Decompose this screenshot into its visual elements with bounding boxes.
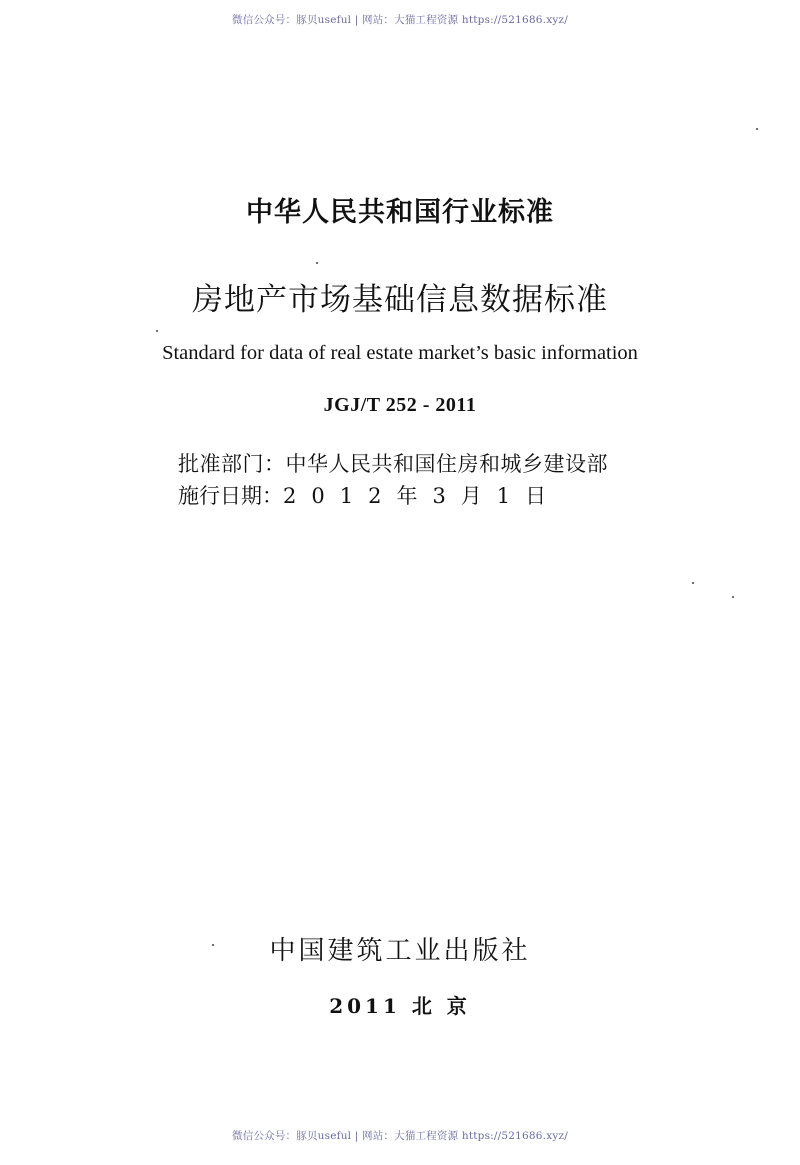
approval-value: 中华人民共和国住房和城乡建设部 [285, 452, 608, 476]
date-value: 2012年3月1日 [283, 484, 562, 508]
approval-label: 批准部门： [178, 452, 286, 476]
scan-speck [212, 944, 214, 946]
standard-code: JGJ/T 252 - 2011 [323, 394, 477, 416]
scan-speck [692, 582, 694, 584]
scan-speck [756, 128, 758, 130]
english-title: Standard for data of real estate market’s basic information [162, 342, 638, 364]
scan-speck [732, 596, 734, 598]
scan-speck [156, 330, 158, 332]
standard-category: 中华人民共和国行业标准 [246, 197, 554, 228]
watermark-bottom: 微信公众号：豚贝useful | 网站：大猫工程资源 https://521686.xyz/ [232, 1130, 568, 1142]
publisher: 中国建筑工业出版社 [269, 936, 531, 966]
date-label: 施行日期： [178, 484, 283, 508]
page-title: 房地产市场基础信息数据标准 [192, 282, 608, 318]
publication-place-year: 2011 北 京 [329, 994, 471, 1018]
scan-speck [316, 262, 318, 264]
effective-date [178, 480, 561, 510]
approval-department [178, 448, 608, 478]
watermark-top: 微信公众号：豚贝useful | 网站：大猫工程资源 https://521686.xyz/ [232, 14, 568, 26]
